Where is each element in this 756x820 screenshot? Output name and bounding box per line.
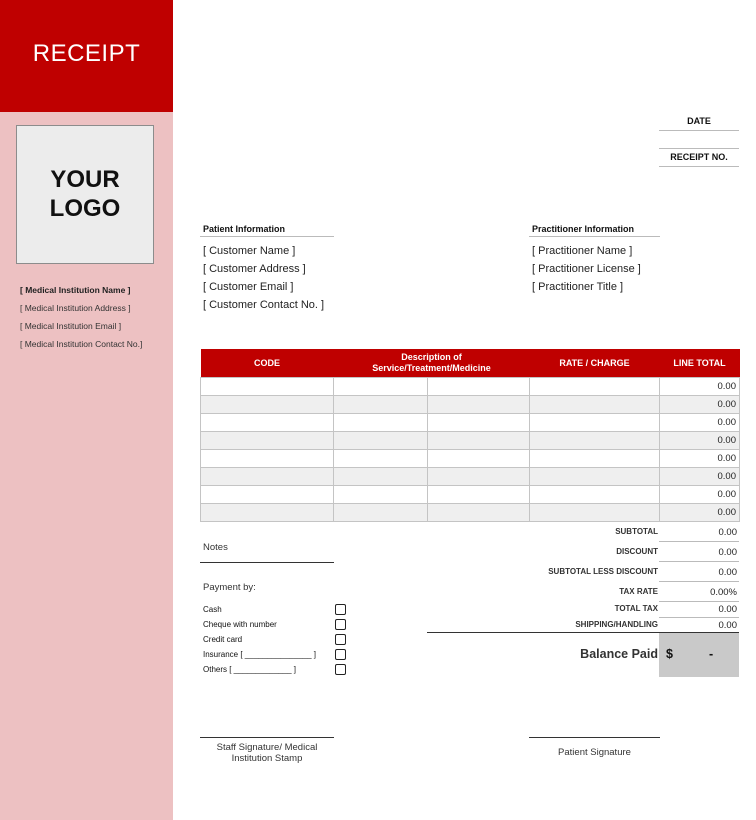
table-row bbox=[201, 432, 740, 450]
cell-description[interactable] bbox=[334, 378, 428, 396]
table-row bbox=[201, 414, 740, 432]
cell-rate[interactable] bbox=[530, 396, 660, 414]
col-rate: RATE / CHARGE bbox=[530, 349, 660, 378]
date-label: DATE bbox=[687, 116, 711, 126]
cell-description-2[interactable] bbox=[428, 468, 530, 486]
cell-line-total[interactable]: 0.00 bbox=[660, 432, 740, 450]
cell-line-total[interactable]: 0.00 bbox=[660, 378, 740, 396]
balance-paid-label: Balance Paid bbox=[580, 647, 658, 661]
cell-line-total[interactable]: 0.00 bbox=[660, 414, 740, 432]
subtotal-value: 0.00 bbox=[718, 527, 737, 538]
logo-text bbox=[16, 165, 154, 223]
table-row bbox=[201, 486, 740, 504]
date-value-line[interactable] bbox=[659, 148, 739, 149]
patient-info-heading: Patient Information bbox=[203, 224, 286, 234]
staff-signature-label bbox=[200, 742, 334, 764]
institution-name: [ Medical Institution Name ] bbox=[20, 285, 131, 295]
practitioner-info-heading: Practitioner Information bbox=[532, 224, 635, 234]
cell-description[interactable] bbox=[334, 450, 428, 468]
sidebar bbox=[0, 0, 173, 820]
cell-rate[interactable] bbox=[530, 468, 660, 486]
cheque-checkbox[interactable] bbox=[335, 619, 346, 630]
cell-rate[interactable] bbox=[530, 378, 660, 396]
date-top-rule bbox=[659, 130, 739, 131]
institution-email: [ Medical Institution Email ] bbox=[20, 321, 122, 331]
cell-line-total[interactable]: 0.00 bbox=[660, 486, 740, 504]
practitioner-name: [ Practitioner Name ] bbox=[532, 245, 633, 257]
cell-description-2[interactable] bbox=[428, 486, 530, 504]
cell-description[interactable] bbox=[334, 432, 428, 450]
payment-by-label: Payment by: bbox=[203, 582, 256, 593]
total-tax-rule bbox=[659, 617, 739, 618]
cell-rate[interactable] bbox=[530, 504, 660, 522]
receipt-no-line[interactable] bbox=[659, 166, 739, 167]
patient-contact: [ Customer Contact No. ] bbox=[203, 299, 325, 311]
col-description-line-1: Description of bbox=[401, 352, 462, 362]
subtotal-less-discount-value: 0.00 bbox=[718, 567, 737, 578]
col-code: CODE bbox=[201, 349, 334, 378]
table-row bbox=[201, 378, 740, 396]
cell-code[interactable] bbox=[201, 468, 334, 486]
total-tax-value: 0.00 bbox=[718, 604, 737, 615]
discount-rule bbox=[659, 561, 739, 562]
cell-code[interactable] bbox=[201, 414, 334, 432]
cell-description-2[interactable] bbox=[428, 414, 530, 432]
practitioner-title: [ Practitioner Title ] bbox=[532, 281, 624, 293]
payment-option-others: Others [ _____________ ] bbox=[203, 665, 296, 674]
institution-address: [ Medical Institution Address ] bbox=[20, 303, 131, 313]
staff-signature-line[interactable] bbox=[200, 737, 334, 738]
payment-option-insurance: Insurance [ _______________ ] bbox=[203, 650, 316, 659]
patient-email: [ Customer Email ] bbox=[203, 281, 294, 293]
table-row bbox=[201, 468, 740, 486]
payment-option-credit-card: Credit card bbox=[203, 635, 243, 644]
tax-rate-rule bbox=[659, 601, 739, 602]
discount-value[interactable]: 0.00 bbox=[718, 547, 737, 558]
patient-address: [ Customer Address ] bbox=[203, 263, 306, 275]
patient-signature-line[interactable] bbox=[529, 737, 660, 738]
cell-code[interactable] bbox=[201, 450, 334, 468]
subtotal-rule bbox=[659, 541, 739, 542]
cell-line-total[interactable]: 0.00 bbox=[660, 396, 740, 414]
payment-option-cheque: Cheque with number bbox=[203, 620, 277, 629]
table-row bbox=[201, 396, 740, 414]
cell-description[interactable] bbox=[334, 468, 428, 486]
cell-code[interactable] bbox=[201, 504, 334, 522]
cell-line-total[interactable]: 0.00 bbox=[660, 450, 740, 468]
cell-rate[interactable] bbox=[530, 450, 660, 468]
payment-option-cash: Cash bbox=[203, 605, 222, 614]
cell-description-2[interactable] bbox=[428, 450, 530, 468]
practitioner-license: [ Practitioner License ] bbox=[532, 263, 641, 275]
staff-signature-line-2: Institution Stamp bbox=[231, 753, 303, 764]
col-description bbox=[334, 349, 530, 378]
staff-signature-line-1: Staff Signature/ Medical bbox=[216, 742, 318, 753]
patient-name: [ Customer Name ] bbox=[203, 245, 296, 257]
cell-description[interactable] bbox=[334, 396, 428, 414]
subtotal-label: SUBTOTAL bbox=[615, 527, 658, 536]
patient-signature-label: Patient Signature bbox=[558, 747, 631, 758]
cell-description-2[interactable] bbox=[428, 378, 530, 396]
cell-line-total[interactable]: 0.00 bbox=[660, 504, 740, 522]
tax-rate-value[interactable]: 0.00% bbox=[710, 587, 737, 598]
table-row bbox=[201, 450, 740, 468]
cash-checkbox[interactable] bbox=[335, 604, 346, 615]
subtotal-less-discount-label: SUBTOTAL LESS DISCOUNT bbox=[548, 567, 658, 576]
discount-label: DISCOUNT bbox=[616, 547, 658, 556]
table-header-row bbox=[201, 349, 740, 378]
total-tax-label: TOTAL TAX bbox=[614, 604, 658, 613]
institution-contact: [ Medical Institution Contact No.] bbox=[20, 339, 143, 349]
cell-code[interactable] bbox=[201, 378, 334, 396]
items-table bbox=[200, 349, 740, 522]
cell-description-2[interactable] bbox=[428, 396, 530, 414]
receipt-no-label: RECEIPT NO. bbox=[670, 152, 728, 162]
cell-description-2[interactable] bbox=[428, 432, 530, 450]
col-description-line-2: Service/Treatment/Medicine bbox=[372, 363, 491, 373]
practitioner-heading-rule bbox=[529, 236, 660, 237]
patient-heading-rule bbox=[200, 236, 334, 237]
logo-line-2: LOGO bbox=[49, 195, 121, 222]
credit-card-checkbox[interactable] bbox=[335, 634, 346, 645]
col-line-total: LINE TOTAL bbox=[660, 349, 740, 378]
table-row bbox=[201, 504, 740, 522]
receipt-title: RECEIPT bbox=[32, 40, 141, 67]
cell-line-total[interactable]: 0.00 bbox=[660, 468, 740, 486]
notes-label: Notes bbox=[203, 542, 228, 553]
less-discount-rule bbox=[659, 581, 739, 582]
insurance-checkbox[interactable] bbox=[335, 649, 346, 660]
cell-description-2[interactable] bbox=[428, 504, 530, 522]
shipping-label: SHIPPING/HANDLING bbox=[575, 620, 658, 629]
cell-code[interactable] bbox=[201, 396, 334, 414]
cell-rate[interactable] bbox=[530, 432, 660, 450]
currency-symbol: $ bbox=[666, 647, 673, 661]
others-checkbox[interactable] bbox=[335, 664, 346, 675]
notes-rule[interactable] bbox=[200, 562, 334, 563]
shipping-value[interactable]: 0.00 bbox=[718, 620, 737, 631]
balance-paid-value: - bbox=[709, 647, 714, 661]
cell-description[interactable] bbox=[334, 486, 428, 504]
cell-description[interactable] bbox=[334, 504, 428, 522]
cell-rate[interactable] bbox=[530, 414, 660, 432]
cell-rate[interactable] bbox=[530, 486, 660, 504]
tax-rate-label: TAX RATE bbox=[619, 587, 658, 596]
cell-description[interactable] bbox=[334, 414, 428, 432]
cell-code[interactable] bbox=[201, 432, 334, 450]
cell-code[interactable] bbox=[201, 486, 334, 504]
logo-line-1: YOUR bbox=[50, 166, 120, 193]
